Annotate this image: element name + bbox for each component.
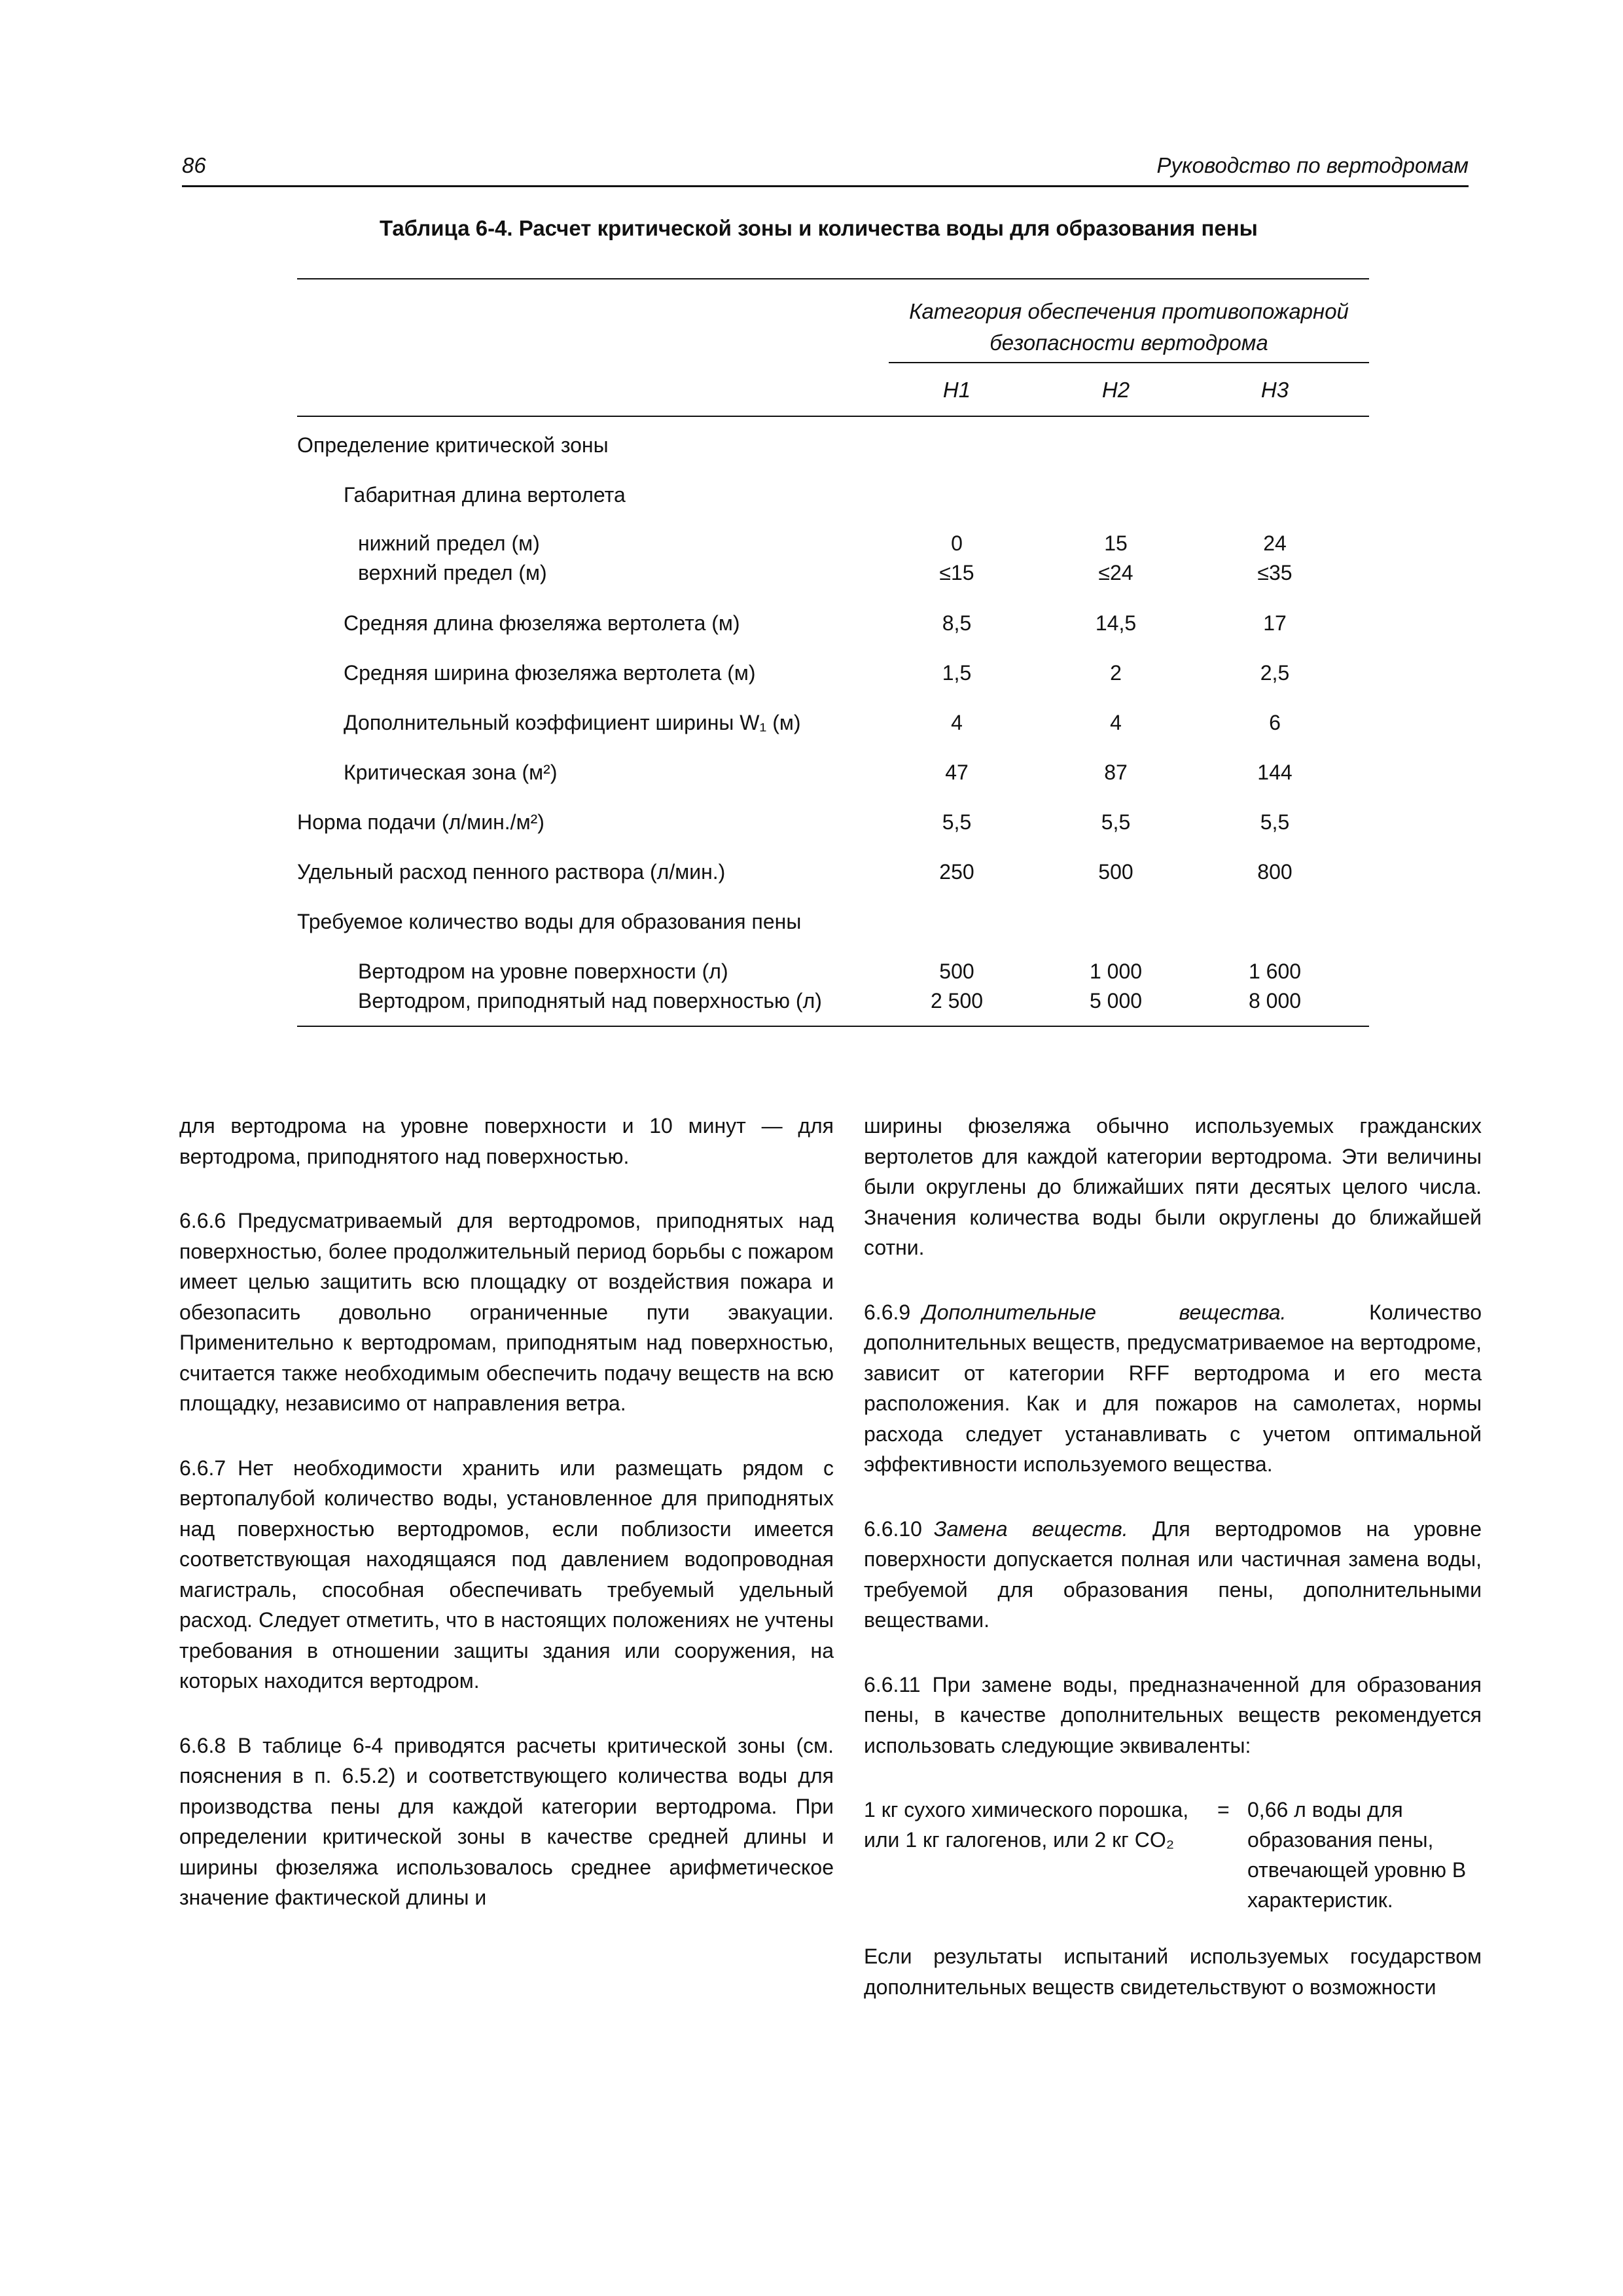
cell-h1: 5,5 — [942, 810, 972, 834]
cell-h3: 17 — [1263, 611, 1287, 635]
row-label: верхний предел (м) — [358, 561, 547, 584]
running-title: Руководство по вертодромам — [1156, 153, 1469, 177]
cell-h3: 2,5 — [1260, 661, 1290, 685]
paragraph-6-6-9 — [864, 1297, 1482, 1480]
category-header — [889, 296, 1369, 359]
row-label: Удельный расход пенного раствора (л/мин.) — [297, 860, 726, 884]
paragraph-text: для вертодрома на уровне поверхности и 10 минут — для вертодрома, приподнятого над поверхностью. — [179, 1114, 834, 1168]
cell-h1: 500 — [939, 960, 974, 983]
left-text-column — [179, 1111, 834, 1947]
paragraph-6-6-10 — [864, 1514, 1482, 1636]
row-label: Требуемое количество воды для образования пены — [297, 910, 802, 933]
cell-h1: 250 — [939, 860, 974, 884]
cell-h3: ≤35 — [1257, 561, 1293, 584]
row-label: Определение критической зоны — [297, 433, 609, 457]
equivalent-right: 0,66 л воды для образования пены, отвечающей уровню B характеристик. — [1247, 1798, 1467, 1912]
cell-h2: 1 000 — [1089, 960, 1143, 983]
paragraph-6-6-7 — [179, 1453, 834, 1696]
table-caption: Таблица 6-4. Расчет критической зоны и количества воды для образования пены — [380, 216, 1258, 240]
cell-h2: ≤24 — [1098, 561, 1133, 584]
paragraph-text: ширины фюзеляжа обычно используемых гражданских вертолетов для каждой категории вертодрома. Эти величины были округлены до ближайших пяти десятых целого числа. Значения количества воды были округлены до ближайшей сотни. — [864, 1114, 1482, 1259]
paragraph-number: 6.6.7 — [179, 1456, 226, 1480]
paragraph-text: Если результаты испытаний используемых государством дополнительных веществ свидетельствуют о возможности — [864, 1945, 1482, 1999]
row-label: Вертодром на уровне поверхности (л) — [358, 960, 728, 983]
category-header-line2: безопасности вертодрома — [990, 331, 1268, 355]
column-header-h3: H3 — [1260, 378, 1289, 402]
right-text-column — [864, 1111, 1482, 2036]
equivalent-left: 1 кг сухого химического порошка, или 1 кг галогенов, или 2 кг CO₂ — [864, 1798, 1189, 1852]
cell-h3: 6 — [1269, 711, 1281, 734]
paragraph — [864, 1111, 1482, 1263]
column-header-rule — [297, 416, 1369, 417]
category-rule — [889, 362, 1369, 363]
cell-h1: 2 500 — [930, 989, 984, 1013]
row-label: Норма подачи (л/мин./м²) — [297, 810, 544, 834]
paragraph-number: 6.6.9 — [864, 1300, 911, 1324]
cell-h2: 4 — [1110, 711, 1122, 734]
paragraph-title: Замена веществ. — [933, 1516, 1128, 1541]
paragraph-number: 6.6.10 — [864, 1516, 922, 1541]
row-label: Вертодром, приподнятый над поверхностью (л) — [358, 989, 822, 1013]
row-label: Средняя длина фюзеляжа вертолета (м) — [344, 611, 740, 635]
paragraph-text: Количество дополнительных веществ, предусматриваемое на вертодроме, зависит от категории RFF вертодрома и его места расположения. Как и для пожаров на самолетах, нормы расхода следует устанавливать с учетом оптимальной эффективности используемого вещества. — [864, 1300, 1482, 1476]
row-label: Габаритная длина вертолета — [344, 483, 626, 507]
row-label: Дополнительный коэффициент ширины W₁ (м) — [344, 711, 801, 734]
equals-sign: = — [1217, 1798, 1230, 1821]
column-header-h2: H2 — [1101, 378, 1130, 402]
paragraph-text: При замене воды, предназначенной для образования пены, в качестве дополнительных веществ рекомендуется использовать следующие эквиваленты: — [864, 1672, 1482, 1757]
cell-h2: 87 — [1104, 761, 1128, 784]
cell-h1: 1,5 — [942, 661, 972, 685]
cell-h1: 4 — [951, 711, 963, 734]
paragraph-number: 6.6.8 — [179, 1733, 226, 1757]
paragraph-text: Для вертодромов на уровне поверхности допускается полная или частичная замена воды, требуемой для образования пены, дополнительными веществами. — [864, 1516, 1482, 1632]
cell-h1: ≤15 — [939, 561, 974, 584]
equivalents-block — [864, 1795, 1482, 1915]
row-label: Критическая зона (м²) — [344, 761, 558, 784]
paragraph-text: В таблице 6-4 приводятся расчеты критической зоны (см. пояснения в п. 6.5.2) и соответствующего количества воды для производства пены для каждой категории вертодрома. При определении критической зоны в качестве средней длины и ширины фюзеляжа использовалось среднее арифметическое значение фактической длины и — [179, 1733, 834, 1909]
cell-h2: 2 — [1110, 661, 1122, 685]
table-bottom-rule — [297, 1026, 1369, 1027]
cell-h2: 5 000 — [1089, 989, 1143, 1013]
cell-h2: 14,5 — [1095, 611, 1137, 635]
page-number: 86 — [182, 153, 206, 177]
row-label: Средняя ширина фюзеляжа вертолета (м) — [344, 661, 756, 685]
cell-h3: 24 — [1263, 531, 1287, 555]
paragraph — [179, 1111, 834, 1172]
cell-h2: 15 — [1104, 531, 1128, 555]
header-rule — [182, 185, 1469, 187]
paragraph-6-6-11 — [864, 1670, 1482, 1761]
cell-h3: 1 600 — [1248, 960, 1302, 983]
cell-h3: 8 000 — [1248, 989, 1302, 1013]
cell-h1: 47 — [945, 761, 969, 784]
paragraph — [864, 1941, 1482, 2002]
row-label: нижний предел (м) — [358, 531, 540, 555]
cell-h3: 800 — [1257, 860, 1293, 884]
cell-h3: 144 — [1257, 761, 1293, 784]
paragraph-text: Предусматриваемый для вертодромов, приподнятых над поверхностью, более продолжительный период борьбы с пожаром имеет целью защитить всю площадку от воздействия пожара и обезопасить довольно ограниченные пути эвакуации. Применительно к вертодромам, приподнятым над поверхностью, считается также необходимым обеспечить подачу веществ на всю площадку, независимо от направления ветра. — [179, 1209, 834, 1415]
cell-h2: 500 — [1098, 860, 1133, 884]
table-top-rule — [297, 278, 1369, 279]
paragraph-6-6-8 — [179, 1731, 834, 1913]
paragraph-text: Нет необходимости хранить или размещать рядом с вертопалубой количество воды, установленное для приподнятых над поверхностью вертодромов, если поблизости имеется соответствующая находящаяся под давлением водопроводная магистраль, способная обеспечивать требуемый удельный расход. Следует отметить, что в настоящих положениях не учтены требования в отношении защиты здания или сооружения, на которых находится вертодром. — [179, 1456, 834, 1693]
cell-h2: 5,5 — [1101, 810, 1131, 834]
paragraph-number: 6.6.6 — [179, 1209, 226, 1232]
category-header-line1: Категория обеспечения противопожарной — [909, 299, 1349, 323]
column-header-h1: H1 — [942, 378, 971, 402]
cell-h1: 0 — [951, 531, 963, 555]
cell-h1: 8,5 — [942, 611, 972, 635]
paragraph-6-6-6 — [179, 1206, 834, 1419]
paragraph-title: Дополнительные вещества. — [922, 1300, 1287, 1324]
cell-h3: 5,5 — [1260, 810, 1290, 834]
paragraph-number: 6.6.11 — [864, 1672, 921, 1696]
